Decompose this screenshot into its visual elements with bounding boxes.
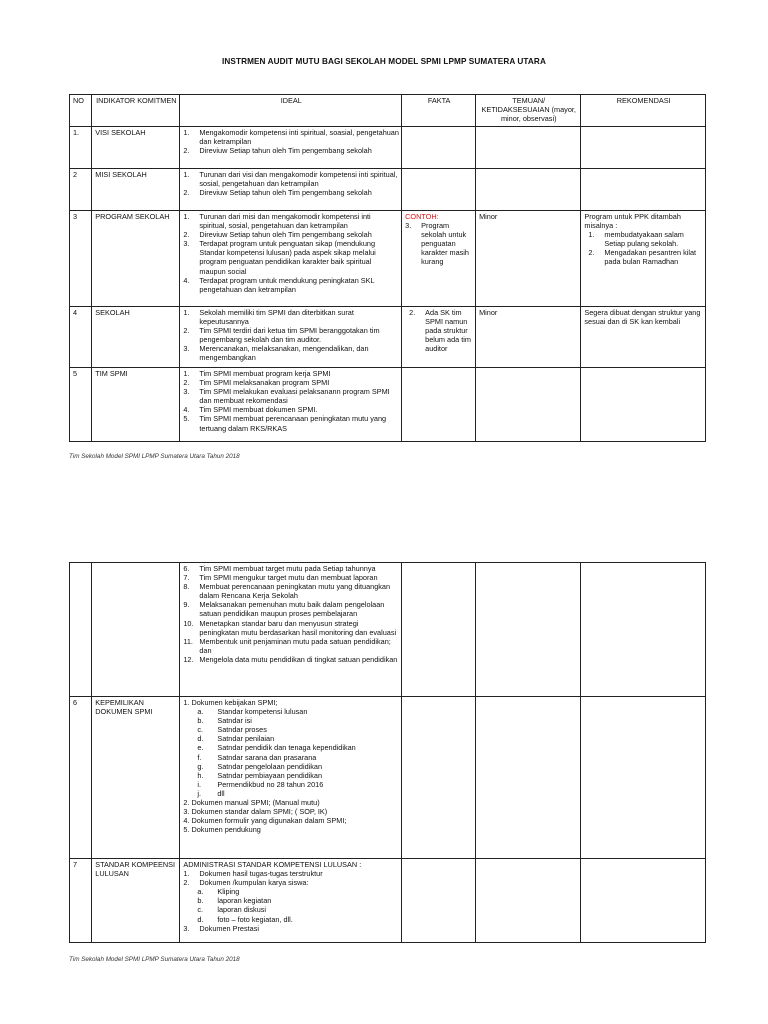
list-item: h. Satndar pembiayaan pendidikan — [197, 770, 323, 780]
table-row — [70, 307, 706, 368]
list-item: 4. Terdapat program untuk mendukung peningkatan SKL pengetahuan dan ketrampilan — [183, 275, 375, 294]
ideal-heading: ADMINISTRASI STANDAR KOMPETENSI LULUSAN : — [183, 860, 362, 869]
row-no: 7 — [70, 859, 92, 943]
row-rekomendasi — [581, 563, 706, 697]
row-no: 1. — [70, 127, 92, 169]
row-indikator: KEPEMILIKAN DOKUMEN SPMI — [92, 697, 180, 859]
list-item: 4. Tim SPMI membuat dokumen SPMI. — [183, 405, 318, 415]
list-item: a. Standar kompetensi lulusan — [197, 707, 308, 717]
list-item: b. laporan kegiatan — [197, 896, 272, 906]
row-indikator: TIM SPMI — [92, 368, 180, 442]
table-row — [70, 211, 706, 307]
list-item: 3. Dokumen standar dalam SPMI; ( SOP, IK) — [183, 807, 328, 817]
row-no: 6 — [70, 697, 92, 859]
row-temuan — [476, 368, 581, 442]
list-item: 8. Membuat perencanaan peningkatan mutu yang dituangkan dalam Rencana Kerja Sekolah — [183, 582, 391, 601]
list-item: c. laporan diskusi — [197, 905, 267, 915]
list-item: e. Satndar pendidik dan tenaga kependidikan — [197, 743, 356, 753]
list-item: 6. Tim SPMI membuat target mutu pada Setiap tahunnya — [183, 564, 376, 573]
header-ideal: IDEAL — [180, 95, 402, 127]
row-ideal — [180, 169, 402, 211]
row-temuan — [476, 859, 581, 943]
rekomendasi-intro: Program untuk PPK ditambah misalnya : — [584, 212, 681, 231]
list-item: 4. Dokumen formulir yang digunakan dalam SPMI; — [183, 816, 347, 826]
row-no: 2 — [70, 169, 92, 211]
row-indikator: STANDAR KOMPEENSI LULUSAN — [92, 859, 180, 943]
list-item: 2. Ada SK tim SPMI namun pada struktur belum ada tim auditor — [409, 308, 471, 354]
page-footer: Tim Sekolah Model SPMI LPMP Sumatera Utara Tahun 2018 — [69, 956, 240, 963]
list-item: 1. membudatyakaan salam Setiap pulang sekolah. — [588, 230, 684, 249]
row-ideal — [180, 859, 402, 943]
header-indikator: INDIKATOR KOMITMEN — [92, 95, 180, 127]
list-item: 12. Mengelola data mutu pendidikan di tingkat satuan pendidikan — [183, 654, 398, 664]
row-temuan: Minor — [476, 211, 581, 307]
list-item: 2. Direviuw Setiap tahun oleh Tim pengembang sekolah — [183, 146, 372, 156]
row-rekomendasi — [581, 169, 706, 211]
list-item: d. Satndar penilaian — [197, 734, 275, 744]
list-item: g. Satndar pengelolaan pendidikan — [197, 761, 323, 771]
list-item: a. Kliping — [197, 887, 240, 897]
list-item: 2. Dokumen /kumpulan karya siswa: — [183, 878, 309, 888]
row-no — [70, 563, 92, 697]
list-item: 10. Menetapkan standar baru dan menyusun strategi peningkatan mutu berdasarkan hasil monitoring dan evaluasi — [183, 618, 397, 637]
contoh-label: CONTOH: — [405, 212, 439, 221]
list-item: 9. Melaksanakan pemenuhan mutu baik dalam pengelolaan satuan pendidikan maupun proses pembelajaran — [183, 600, 385, 619]
list-item: 3. Merencanakan, melaksanakan, mengendalikan, dan mengembangkan — [183, 344, 369, 363]
list-item: 2. Mengadakan pesantren kilat pada bulan Ramadhan — [588, 248, 697, 267]
list-item: 3. Tim SPMI melakukan evaluasi pelaksanann program SPMI dan membuat rekomendasi — [183, 387, 390, 406]
row-rekomendasi — [581, 211, 706, 307]
list-item: 5. Dokumen pendukung — [183, 825, 261, 835]
document-title: INSTRMEN AUDIT MUTU BAGI SEKOLAH MODEL SPMI LPMP SUMATERA UTARA — [222, 57, 546, 66]
list-item: 1. Tim SPMI membuat program kerja SPMI — [183, 369, 331, 378]
list-item: i. Permendikbud no 28 tahun 2016 — [197, 779, 324, 789]
list-item: 1. Sekolah memiliki tim SPMI dan diterbitkan surat kepeutusannya — [183, 308, 354, 327]
table-row — [70, 169, 706, 211]
row-fakta — [402, 859, 476, 943]
header-no: NO — [70, 95, 92, 127]
row-fakta — [402, 211, 476, 307]
row-indikator: MISI SEKOLAH — [92, 169, 180, 211]
row-rekomendasi — [581, 859, 706, 943]
row-no: 5 — [70, 368, 92, 442]
row-indikator — [92, 563, 180, 697]
list-item: 1. Turunan dari visi dan mengakomodir kompetensi inti spiritual, sosial, pengetahuan dan ketrampilan — [183, 170, 398, 189]
row-temuan: Minor — [476, 307, 581, 368]
row-ideal — [180, 563, 402, 697]
list-item: b. Satndar isi — [197, 716, 252, 726]
row-ideal — [180, 127, 402, 169]
row-rekomendasi: Segera dibuat dengan struktur yang sesuai dan di SK kan kembali — [581, 307, 706, 368]
list-item: 2. Dokumen manual SPMI; (Manual mutu) — [183, 798, 320, 808]
row-temuan — [476, 697, 581, 859]
list-item: 3. Dokumen Prestasi — [183, 923, 259, 933]
list-item: 2. Direviuw Setiap tahun oleh Tim pengembang sekolah — [183, 188, 372, 198]
page-footer: Tim Sekolah Model SPMI LPMP Sumatera Utara Tahun 2018 — [69, 453, 240, 460]
row-fakta — [402, 563, 476, 697]
list-item: 7. Tim SPMI mengukur target mutu dan membuat laporan — [183, 573, 378, 583]
list-item: 1. Dokumen hasil tugas-tugas terstruktur — [183, 869, 323, 879]
table-row — [70, 859, 706, 943]
row-fakta — [402, 307, 476, 368]
row-indikator: VISI SEKOLAH — [92, 127, 180, 169]
list-item: f. Satndar sarana dan prasarana — [197, 752, 317, 762]
row-fakta — [402, 127, 476, 169]
audit-table-page-1 — [69, 94, 706, 442]
list-item: j. dll — [197, 788, 225, 798]
row-no: 3 — [70, 211, 92, 307]
list-item: d. foto – foto kegiatan, dll. — [197, 914, 293, 924]
table-header-row — [70, 95, 706, 127]
row-fakta — [402, 368, 476, 442]
audit-table-page-2 — [69, 562, 706, 943]
row-temuan — [476, 563, 581, 697]
row-rekomendasi — [581, 697, 706, 859]
row-fakta — [402, 169, 476, 211]
header-rekomendasi: REKOMENDASI — [581, 95, 706, 127]
row-indikator: PROGRAM SEKOLAH — [92, 211, 180, 307]
list-item: 1. Turunan dari misi dan mengakomodir kompetensi inti spiritual, sosial, pengetahuan dan ketrampilan — [183, 212, 371, 231]
row-indikator: SEKOLAH — [92, 307, 180, 368]
table-row — [70, 127, 706, 169]
list-item: 2. Tim SPMI terdiri dari ketua tim SPMI beranggotakan tim pengembang sekolah dan tim auditor. — [183, 326, 380, 345]
table-row — [70, 697, 706, 859]
table-row — [70, 368, 706, 442]
row-ideal — [180, 368, 402, 442]
list-item: 3. Terdapat program untuk penguatan sikap (mendukung Standar kompetensi lulusan) pada aspek sikap melalui program penguatan pendidikan karakter baik spiritual maupun social — [183, 239, 376, 276]
list-item: 11. Membentuk unit penjaminan mutu pada satuan pendidikan; dan — [183, 636, 391, 655]
list-item: 3. Program sekolah untuk penguatan karakter masih kurang — [405, 221, 469, 267]
list-item: c. Satndar proses — [197, 725, 267, 735]
row-rekomendasi — [581, 127, 706, 169]
list-item: 1. Mengakomodir kompetensi inti spiritual, soasial, pengetahuan dan ketrampilan — [183, 128, 399, 147]
row-temuan — [476, 127, 581, 169]
ideal-heading: 1. Dokumen kebijakan SPMI; — [183, 698, 278, 707]
row-no: 4 — [70, 307, 92, 368]
row-rekomendasi — [581, 368, 706, 442]
list-item: 2. Direviuw Setiap tahun oleh Tim pengembang sekolah — [183, 230, 372, 240]
header-temuan: TEMUAN/ KETIDAKSESUAIAN (mayor, minor, observasi) — [476, 95, 581, 127]
row-ideal — [180, 307, 402, 368]
table-row — [70, 563, 706, 697]
header-fakta: FAKTA — [402, 95, 476, 127]
list-item: 5. Tim SPMI membuat perencanaan peningkatan mutu yang tertuang dalam RKS/RKAS — [183, 414, 387, 433]
row-ideal — [180, 211, 402, 307]
row-ideal — [180, 697, 402, 859]
row-fakta — [402, 697, 476, 859]
list-item: 2. Tim SPMI melaksanakan program SPMI — [183, 378, 330, 388]
row-temuan — [476, 169, 581, 211]
